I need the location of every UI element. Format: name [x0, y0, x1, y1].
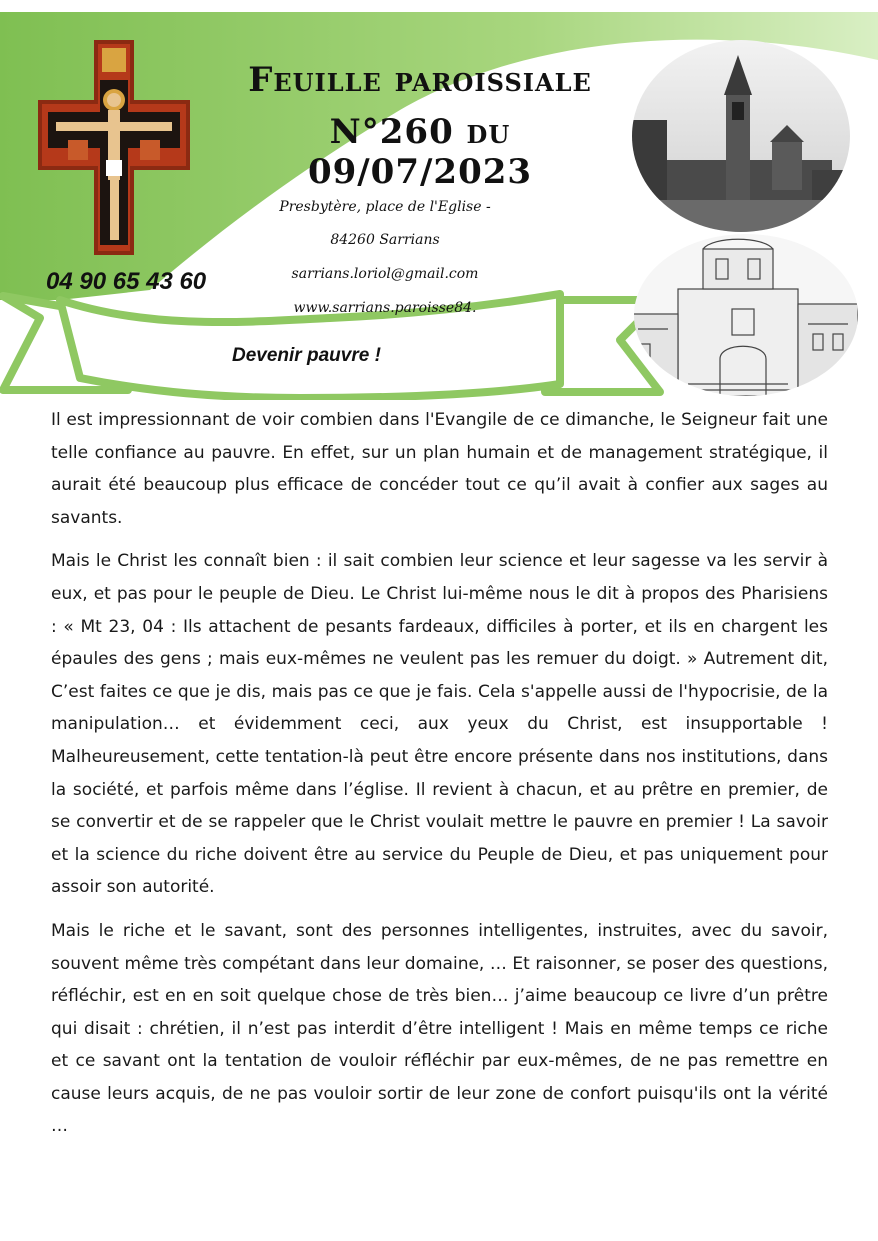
- article-paragraph: Il est impressionnant de voir combien dans l'Evangile de ce dimanche, le Seigneur fait une telle confiance au pauvre. En effet, sur un plan humain et de management stratégique, il aurait été beaucoup plus efficace de concéder tout ce qu’il avait à confier aux sages au savants.: [51, 410, 828, 528]
- church-facade-drawing: [628, 234, 858, 396]
- email-address: sarrians.loriol@gmail.com: [291, 266, 479, 282]
- san-damiano-cross-icon: [38, 40, 190, 255]
- church-bell-tower-photo: [632, 40, 850, 232]
- article-paragraph: Mais le riche et le savant, sont des personnes intelligentes, instruites, avec du savoir, souvent même très compétant dans leur domaine, … Et raisonner, se poser des questions, réfléchir, est en en soit quelque chose de très bien… j’aime beaucoup ce livre d’un prêtre qui disait : chrétien, il n’est pas interdit d’être intelligent ! Mais en même temps ce riche et ce savant ont la tentation de vouloir réfléchir par eux-mêmes, de ne pas remettre en cause leurs acquis, de ne pas vouloir sortir de leur zone de confort puisqu'ils ont la vérité …: [51, 920, 828, 1137]
- address-line-1: Presbytère, place de l'Eglise -: [279, 199, 491, 215]
- address-line-2: 84260 Sarrians: [330, 232, 440, 248]
- article-body: [51, 404, 828, 1154]
- bulletin-issue-date: N°260 du 09/07/2023: [307, 112, 533, 192]
- article-title: Devenir pauvre !: [232, 345, 381, 366]
- article-paragraph: Mais le Christ les connaît bien : il sait combien leur science et leur sagesse va les servir à eux, et pas pour le peuple de Dieu. Le Christ lui-même nous le dit à propos des Pharisiens : « Mt 23, 04 : Ils attachent de pesants fardeaux, difficiles à porter, et ils en chargent les épaules des gens ; mais eux-mêmes ne veulent pas les remuer du doigt. » Autrement dit, C’est faites ce que je dis, mais pas ce que je fais. Cela s'appelle aussi de l'hypocrisie, de la manipulation… et évidemment ceci, aux yeux du Christ, est insupportable ! Malheureusement, cette tentation-là peut être encore présente dans nos institutions, dans la société, et parfois même dans l’église. Il revient à chacun, et au prêtre en premier, de se convertir et de se rappeler que le Christ voulait mettre le pauvre en premier ! La savoir et la science du riche doivent être au service du Peuple de Dieu, et pas uniquement pour assoir son autorité.: [51, 551, 828, 898]
- website-address: www.sarrians.paroisse84.: [293, 300, 477, 316]
- phone-number: 04 90 65 43 60: [46, 268, 207, 295]
- bulletin-title: Feuille paroissiale: [248, 60, 592, 100]
